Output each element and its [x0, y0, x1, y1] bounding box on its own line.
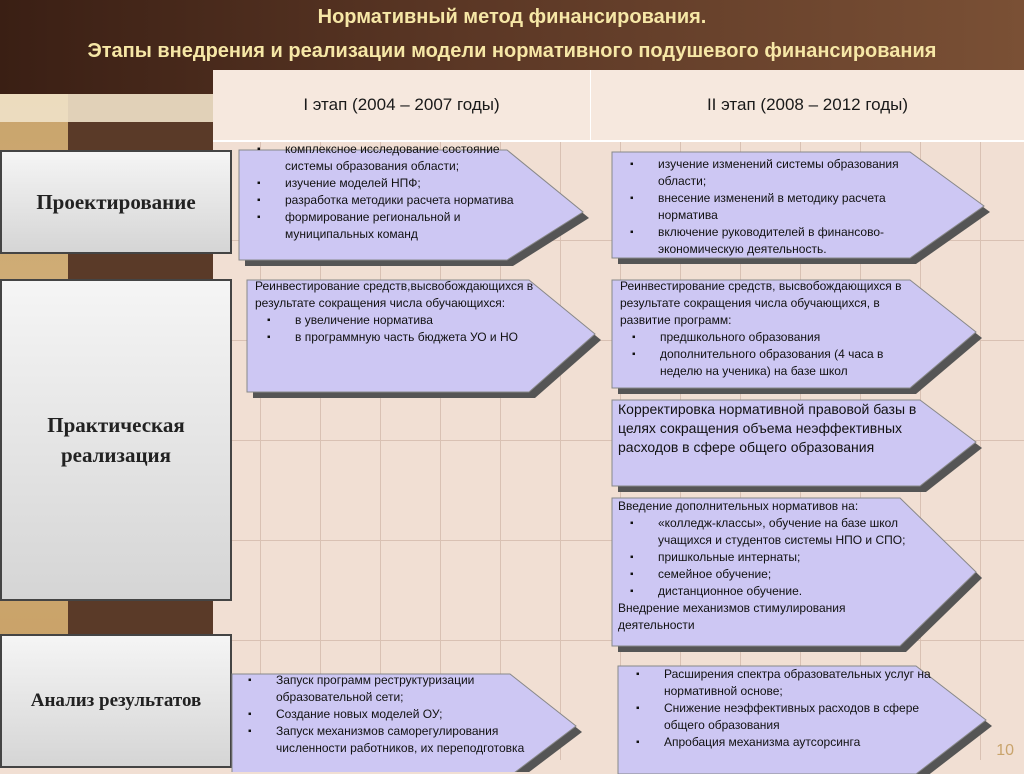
- block-intro: Введение дополнительных нормативов на:: [618, 499, 859, 513]
- block-intro: Внедрение механизмов стимулирования деятельности: [618, 601, 846, 632]
- stage1-header: I этап (2004 – 2007 годы): [213, 70, 591, 142]
- page-title: Нормативный метод финансирования.: [317, 6, 707, 28]
- list-item: ▪ Запуск программ реструктуризации образовательной сети;: [236, 672, 526, 706]
- list-item: ▪ Запуск механизмов саморегулирования численности работников, их переподготовка: [236, 723, 526, 757]
- arrow-s1-analysis: [230, 672, 586, 768]
- list-item: ▪ дополнительного образования (4 часа в неделю на ученика) на базе школ: [620, 346, 920, 380]
- list-item: ▪ пришкольные интернаты;: [618, 549, 914, 566]
- list-item: ▪ Создание новых моделей ОУ;: [236, 706, 526, 723]
- list-item: ▪ комплексное исследование состояние системы образования области;: [245, 141, 515, 175]
- page-number: 10: [996, 742, 1014, 759]
- arrow-s2-analysis: [616, 664, 996, 768]
- list-item: ▪ разработка методики расчета норматива: [245, 192, 515, 209]
- list-item: ▪ формирование региональной и муниципальных команд: [245, 209, 515, 243]
- list-item: ▪ в программную часть бюджета УО и НО: [255, 329, 540, 346]
- arrow-s2-practice: [610, 278, 986, 396]
- list-item: ▪ семейное обучение;: [618, 566, 914, 583]
- arrow-s1-design: [237, 142, 593, 268]
- row-label-design: Проектирование: [0, 150, 232, 254]
- arrow-s2-norms: [610, 496, 986, 654]
- block-intro: Реинвестирование средств, высвобождающихся в результате сокращения числа обучающихся, в развитие программ:: [620, 279, 902, 327]
- list-item: ▪ изучение изменений системы образования области;: [618, 156, 918, 190]
- list-item: ▪ Расширения спектра образовательных услуг на нормативной основе;: [624, 666, 940, 700]
- stage2-header: II этап (2008 – 2012 годы): [591, 70, 1024, 142]
- block-intro: Реинвестирование средств,высвобождающихся в результате сокращения числа обучающихся:: [255, 279, 534, 310]
- list-item: ▪ включение руководителей в финансово-экономическую деятельность.: [618, 224, 918, 258]
- list-item: ▪ Снижение неэффективных расходов в сфере общего образования: [624, 700, 940, 734]
- list-item: ▪ внесение изменений в методику расчета норматива: [618, 190, 918, 224]
- list-item: ▪ в увеличение норматива: [255, 312, 540, 329]
- list-item: ▪ дистанционное обучение.: [618, 583, 914, 600]
- block-text: Корректировка нормативной правовой базы в целях сокращения объема неэффективных расходов в сфере общего образования: [618, 401, 917, 455]
- list-item: ▪ Апробация механизма аутсорсинга: [624, 734, 940, 751]
- list-item: ▪ изучение моделей НПФ;: [245, 175, 515, 192]
- arrow-s2-correction: [610, 398, 986, 494]
- arrow-s1-practice: [245, 278, 605, 400]
- decor-band: [0, 94, 213, 122]
- list-item: ▪ предшкольного образования: [620, 329, 920, 346]
- row-label-practice: Практическая реализация: [0, 279, 232, 601]
- arrow-s2-design: [610, 150, 994, 266]
- row-label-analysis: Анализ результатов: [0, 634, 232, 768]
- page-subtitle: Этапы внедрения и реализации модели нормативного подушевого финансирования: [87, 40, 937, 62]
- list-item: ▪ «колледж-классы», обучение на базе школ учащихся и студентов системы НПО и СПО;: [618, 515, 914, 549]
